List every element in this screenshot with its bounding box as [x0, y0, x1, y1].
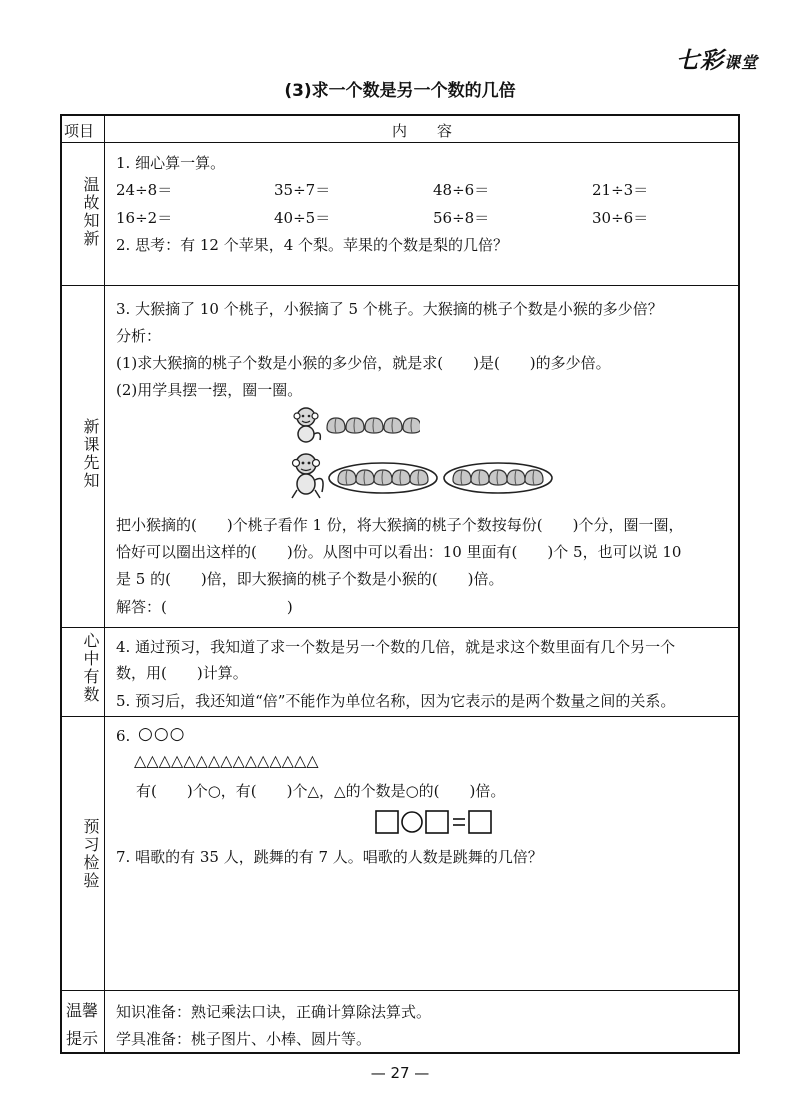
tips-line2: 学具准备：桃子图片、小棒、圆片等。 [116, 1030, 372, 1048]
section-tips-label-2: 提示 [65, 1029, 98, 1048]
big-monkey-row [288, 450, 558, 502]
operator-circle [402, 812, 422, 832]
page-title: (3)求一个数是另一个数的几倍 [284, 81, 516, 101]
peach-icon [507, 470, 525, 485]
check-triangles: △△△△△△△△△△△△△△△ [134, 751, 319, 770]
peach-icon [338, 470, 356, 485]
brand-sub: 课堂 [724, 53, 759, 72]
new-answer: 解答：( ) [116, 598, 293, 616]
new-step2: (2)用学具摆一摆，圈一圈。 [116, 381, 303, 399]
tips-line1: 知识准备：熟记乘法口诀，正确计算除法算式。 [116, 1003, 432, 1021]
review-q1: 1. 细心算一算。 [116, 154, 226, 172]
row-divider-check [60, 990, 740, 991]
review-q2: 2. 思考：有 12 个苹果，4 个梨。苹果的个数是梨的几倍？ [116, 236, 509, 254]
new-fill2: 恰好可以圈出这样的( )份。从图中可以看出：10 里面有( )个 5，也可以说 10 [116, 543, 682, 561]
row-divider-new [60, 627, 740, 628]
equation-box-2 [426, 811, 448, 833]
peach-icon [453, 470, 471, 485]
exercise-4: 21÷3＝ [592, 181, 649, 199]
peach-icon [403, 418, 420, 433]
page-number: — 27 — [370, 1064, 430, 1082]
big-monkey-icon [292, 454, 323, 498]
row-divider-mindset [60, 716, 740, 717]
new-fill1: 把小猴摘的( )个桃子看作 1 份，将大猴摘的桃子个数按每份( )个分，圈一圈， [116, 516, 684, 534]
exercise-7: 56÷8＝ [433, 209, 490, 227]
new-analysis: 分析： [116, 327, 162, 345]
peach-icon [356, 470, 374, 485]
row-divider-header [60, 142, 740, 143]
new-step1: (1)求大猴摘的桃子个数是小猴的多少倍，就是求( )是( )的多少倍。 [116, 354, 611, 372]
check-q7: 7. 唱歌的有 35 人，跳舞的有 7 人。唱歌的人数是跳舞的几倍？ [116, 848, 543, 866]
exercise-1: 24÷8＝ [116, 181, 173, 199]
small-monkey-icon [294, 408, 320, 442]
mindset-p5: 5. 预习后，我还知道“倍”不能作为单位名称，因为它表示的是两个数量之间的关系。 [116, 692, 676, 710]
peach-icon [392, 470, 410, 485]
exercise-6: 40÷5＝ [274, 209, 331, 227]
exercise-2: 35÷7＝ [274, 181, 331, 199]
equation-template [374, 808, 494, 836]
peach-icon [410, 470, 428, 485]
peach-icon [489, 470, 507, 485]
check-circles: ○○○ [138, 724, 186, 744]
peach-icon [471, 470, 489, 485]
brand-main: 七彩 [676, 48, 724, 74]
peach-icon [327, 418, 345, 433]
exercise-3: 48÷6＝ [433, 181, 490, 199]
peach-icon [384, 418, 402, 433]
check-q6-fill: 有( )个○，有( )个△，△的个数是○的( )倍。 [136, 782, 506, 800]
small-monkey-row [290, 404, 420, 444]
peach-icon [346, 418, 364, 433]
section-new-label: 新课先知 [81, 418, 100, 490]
peach-icon [374, 470, 392, 485]
mindset-p4-line1: 4. 通过预习，我知道了求一个数是另一个数的几倍，就是求这个数里面有几个另一个 [116, 638, 676, 656]
row-divider-review [60, 285, 740, 286]
brand-logo [676, 42, 786, 72]
exercise-8: 30÷6＝ [592, 209, 649, 227]
header-item: 项目 [64, 122, 95, 140]
peach-icon [525, 470, 543, 485]
section-mindset-label: 心中有数 [81, 632, 100, 704]
check-q6-label: 6. [116, 727, 131, 745]
section-review-label: 温故知新 [81, 176, 100, 248]
section-tips-label-1: 温馨 [65, 1001, 98, 1020]
mindset-p4-line2: 数，用( )计算。 [116, 664, 248, 682]
column-divider [104, 114, 105, 1054]
big-monkey-peaches [338, 470, 543, 485]
equation-box-1 [376, 811, 398, 833]
peach-icon [365, 418, 383, 433]
small-monkey-peaches [327, 418, 420, 433]
equation-box-3 [469, 811, 491, 833]
new-fill3: 是 5 的( )倍，即大猴摘的桃子个数是小猴的( )倍。 [116, 570, 504, 588]
header-content: 内 容 [392, 122, 453, 140]
exercise-5: 16÷2＝ [116, 209, 173, 227]
section-check-label: 预习检验 [81, 818, 100, 890]
new-q3: 3. 大猴摘了 10 个桃子，小猴摘了 5 个桃子。大猴摘的桃子个数是小猴的多少倍？ [116, 300, 663, 318]
